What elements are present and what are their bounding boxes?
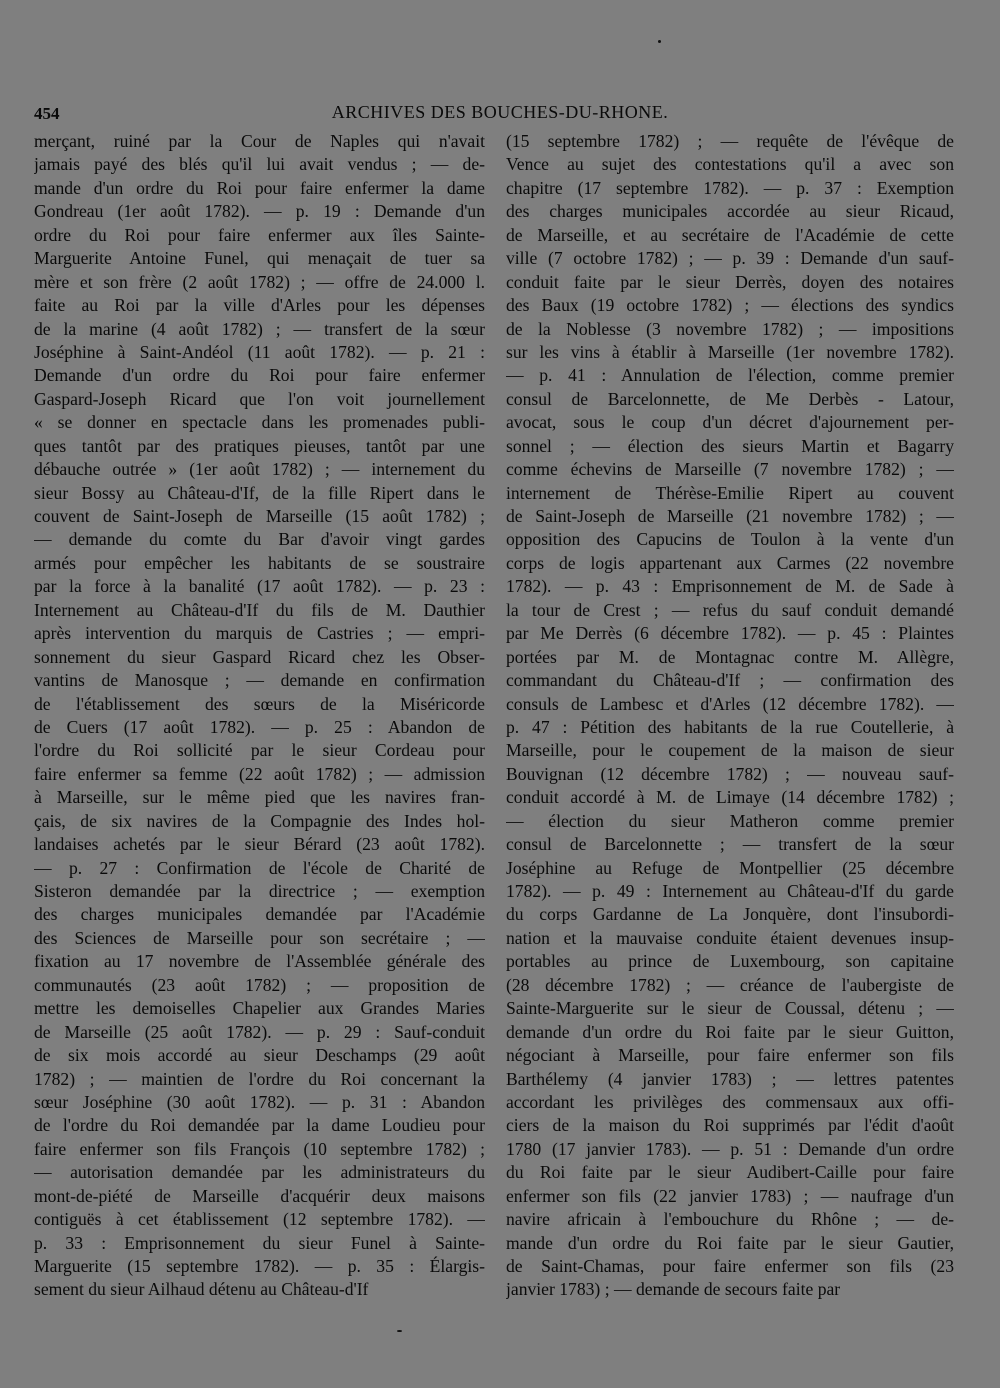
left-column-line: Marguerite Antoine Funel, qui menaçait de tuer sa — [34, 248, 485, 269]
print-speck — [397, 1330, 402, 1332]
left-column-line: Joséphine à Saint-Andéol (11 août 1782). — p. 21 : — [34, 341, 485, 362]
right-column-line: ciers de la maison du Roi supprimés par l'édit d'août — [506, 1115, 954, 1136]
right-column-line: internement de Thérèse-Emilie Ripert au couvent — [506, 482, 954, 503]
left-column-line: mère et son frère (2 août 1782) ; — offre de 24.000 l. — [34, 271, 485, 292]
left-column-line: débauche outrée » (1er août 1782) ; — internement du — [34, 459, 485, 480]
left-column-line: sœur Joséphine (30 août 1782). — p. 31 : Abandon — [34, 1091, 485, 1112]
left-column-line: vantins de Manosque ; — demande en confirmation — [34, 670, 485, 691]
left-column-line: des charges municipales demandée par l'Académie — [34, 904, 485, 925]
right-column-line: (28 décembre 1782) ; — créance de l'aubergiste de — [506, 974, 954, 995]
right-column-line: consuls de Lambesc et d'Arles (12 décembre 1782). — — [506, 693, 954, 714]
right-column-line: conduit faite par le sieur Derrès, doyen des notaires — [506, 271, 954, 292]
left-column-line: Gondreau (1er août 1782). — p. 19 : Demande d'un — [34, 201, 485, 222]
left-column-line: de la marine (4 août 1782) ; — transfert de la sœur — [34, 318, 485, 339]
left-column-line: mettre les demoiselles Chapelier aux Grandes Maries — [34, 998, 485, 1019]
right-column-line: par Me Derrès (6 décembre 1782). — p. 45 : Plaintes — [506, 623, 954, 644]
right-column-line: Joséphine au Refuge de Montpellier (25 décembre — [506, 857, 954, 878]
right-column-line: avocat, sous le coup d'un décret d'ajournement per- — [506, 412, 954, 433]
left-column-line: ordre du Roi pour faire enfermer aux îles Sainte- — [34, 224, 485, 245]
running-head: ARCHIVES DES BOUCHES-DU-RHONE. — [331, 102, 669, 122]
right-column-line: négociant à Marseille, pour faire enfermer son fils — [506, 1045, 954, 1066]
right-column-line: Bouvignan (12 décembre 1782) ; — nouveau sauf- — [506, 763, 954, 784]
right-column-line: de la Noblesse (3 novembre 1782) ; — impositions — [506, 318, 954, 339]
left-column-line: — demande du comte du Bar d'avoir vingt gardes — [34, 529, 485, 550]
left-column-line: de six mois accordé au sieur Deschamps (29 août — [34, 1045, 485, 1066]
left-column-line: couvent de Saint-Joseph de Marseille (15 août 1782) ; — [34, 506, 485, 526]
right-column-line: portables au prince de Luxembourg, son capitaine — [506, 951, 954, 972]
right-column-line: sur les vins à établir à Marseille (1er novembre 1782). — [506, 341, 954, 362]
left-column-line: à Marseille, sur le même pied que les navires fran- — [34, 787, 485, 808]
left-column-line: communautés (23 août 1782) ; — proposition de — [34, 974, 485, 995]
left-column-line: faire enfermer son fils François (10 septembre 1782) ; — [34, 1138, 485, 1159]
right-column-line: accordant les privilèges des commensaux aux offi- — [506, 1091, 954, 1112]
right-column-line: portées par M. de Montagnac contre M. Allègre, — [506, 646, 954, 667]
right-column-line: Marseille, pour le coupement de la maison de sieur — [506, 740, 954, 761]
left-column-line: mande d'un ordre du Roi pour faire enfermer la dame — [34, 177, 485, 198]
left-column-line: sieur Bossy au Château-d'If, de la fille Ripert dans le — [34, 482, 485, 503]
right-column-line: Vence au sujet des contestations qu'il a avec son — [506, 154, 954, 175]
left-column-line: de Cuers (17 août 1782). — p. 25 : Abandon de — [34, 716, 485, 737]
left-column-line: armés pour empêcher les habitants de se soustraire — [34, 552, 485, 573]
left-column-line: — autorisation demandée par les administrateurs du — [34, 1162, 485, 1183]
left-column-line: de l'établissement des sœurs de la Miséricorde — [34, 693, 485, 714]
right-column-line: demande d'un ordre du Roi faite par le sieur Guitton, — [506, 1021, 954, 1042]
left-column-line: jamais payé des blés qu'il lui avait vendus ; — de- — [34, 154, 485, 175]
left-column-line: de l'ordre du Roi demandée par la dame Loudieu pour — [34, 1115, 485, 1136]
left-column-line: Internement au Château-d'If du fils de M. Dauthier — [34, 599, 485, 620]
right-column-line: consul de Barcelonnette ; — transfert de la sœur — [506, 834, 954, 855]
right-column-line: enfermer son fils (22 janvier 1783) ; — naufrage d'un — [506, 1185, 954, 1206]
left-column-line: de Marseille (25 août 1782). — p. 29 : Sauf-conduit — [34, 1021, 485, 1042]
left-column-line: faire enfermer sa femme (22 août 1782) ; — admission — [34, 763, 485, 784]
right-column-line: consul de Barcelonnette, de Me Derbès - Latour, — [506, 388, 954, 409]
left-column-line: fixation au 17 novembre de l'Assemblée générale des — [34, 951, 485, 972]
left-column-line: ques tantôt par des pratiques pieuses, tantôt par une — [34, 435, 485, 456]
left-column — [34, 130, 485, 1302]
right-column-line: — p. 41 : Annulation de l'élection, comme premier — [506, 365, 954, 386]
right-column-line: des Baux (19 octobre 1782) ; — élections des syndics — [506, 295, 954, 316]
left-column-line: 1782) ; — maintien de l'ordre du Roi concernant la — [34, 1068, 485, 1089]
right-column-line: navire africain à l'embouchure du Rhône ; — de- — [506, 1209, 954, 1230]
right-column-line: des charges municipales accordée au sieur Ricaud, — [506, 201, 954, 222]
left-column-line: landaises achetés par le sieur Bérard (23 août 1782). — [34, 834, 485, 855]
left-column-line: « se donner en spectacle dans les promenades publi- — [34, 412, 485, 433]
right-column-line: 1782). — p. 43 : Emprisonnement de M. de Sade à — [506, 576, 954, 597]
left-column-line: p. 33 : Emprisonnement du sieur Funel à Sainte- — [34, 1232, 485, 1253]
right-column-line: chapitre (17 septembre 1782). — p. 37 : Exemption — [506, 177, 954, 198]
left-column-line: sement du sieur Ailhaud détenu au Château-d'If — [34, 1279, 369, 1300]
right-column-line: — élection du sieur Matheron comme premier — [506, 810, 954, 831]
right-column-line: 1782). — p. 49 : Internement au Château-d'If du garde — [506, 881, 954, 901]
left-column-line: faite au Roi par la ville d'Arles pour les dépenses — [34, 295, 485, 316]
left-column-line: Gaspard-Joseph Ricard que l'on voit journellement — [34, 388, 485, 409]
right-column-line: corps de logis appartenant aux Carmes (22 novembre — [506, 552, 954, 573]
right-column-line: du corps Gardanne de La Jonquère, dont l'insubordi- — [506, 904, 954, 925]
right-column-line: janvier 1783) ; — demande de secours faite par — [506, 1279, 841, 1300]
left-column-line: après intervention du marquis de Castries ; — empri- — [34, 623, 485, 644]
right-column — [506, 130, 954, 1302]
left-column-line: çais, de six navires de la Compagnie des Indes hol- — [34, 810, 485, 831]
left-column-line: contiguës à cet établissement (12 septembre 1782). — — [34, 1209, 485, 1230]
page-number: 454 — [34, 104, 60, 123]
right-column-line: commandant du Château-d'If ; — confirmation des — [506, 670, 954, 691]
left-column-line: — p. 27 : Confirmation de l'école de Charité de — [34, 857, 485, 878]
right-column-line: comme échevins de Marseille (7 novembre 1782) ; — — [506, 459, 954, 480]
left-column-line: Demande d'un ordre du Roi pour faire enfermer — [34, 365, 485, 386]
right-column-line: de Marseille, et au secrétaire de l'Académie de cette — [506, 224, 954, 245]
left-column-line: des Sciences de Marseille pour son secrétaire ; — — [34, 927, 485, 948]
right-column-line: conduit accordé à M. de Limaye (14 décembre 1782) ; — [506, 787, 954, 808]
right-column-line: Barthélemy (4 janvier 1783) ; — lettres patentes — [506, 1068, 954, 1089]
right-column-line: Sainte-Marguerite sur le sieur de Coussal, détenu ; — — [506, 998, 954, 1019]
left-column-line: Marguerite (15 septembre 1782). — p. 35 : Élargis- — [34, 1256, 485, 1276]
right-column-line: de Saint-Joseph de Marseille (21 novembre 1782) ; — — [506, 506, 954, 526]
right-column-line: du Roi faite par le sieur Audibert-Caille pour faire — [506, 1162, 954, 1183]
left-column-line: Sisteron demandée par la directrice ; — exemption — [34, 881, 485, 901]
right-column-line: la tour de Crest ; — refus du sauf conduit demandé — [506, 599, 954, 620]
left-column-line: par la force à la banalité (17 août 1782). — p. 23 : — [34, 576, 485, 597]
right-column-line: p. 47 : Pétition des habitants de la rue Coutellerie, à — [506, 716, 954, 737]
right-column-line: 1780 (17 janvier 1783). — p. 51 : Demande d'un ordre — [506, 1138, 954, 1159]
left-column-line: merçant, ruiné par la Cour de Naples qui n'avait — [34, 131, 485, 151]
left-column-line: sonnement du sieur Gaspard Ricard chez les Obser- — [34, 646, 485, 667]
right-column-line: ville (7 octobre 1782) ; — p. 39 : Demande d'un sauf- — [506, 248, 954, 269]
right-column-line: de Saint-Chamas, pour faire enfermer son fils (23 — [506, 1256, 954, 1276]
right-column-line: nation et la mauvaise conduite étaient devenues insup- — [506, 927, 954, 948]
right-column-line: sonnel ; — élection des sieurs Martin et Bagarry — [506, 435, 954, 456]
left-column-line: l'ordre du Roi sollicité par le sieur Cordeau pour — [34, 740, 485, 761]
print-speck — [658, 40, 661, 43]
right-column-line: mande d'un ordre du Roi faite par le sieur Gautier, — [506, 1232, 954, 1253]
right-column-line: opposition des Capucins de Toulon à la vente d'un — [506, 529, 954, 550]
left-column-line: mont-de-piété de Marseille d'acquérir deux maisons — [34, 1185, 485, 1206]
right-column-line: (15 septembre 1782) ; — requête de l'évêque de — [506, 131, 954, 151]
